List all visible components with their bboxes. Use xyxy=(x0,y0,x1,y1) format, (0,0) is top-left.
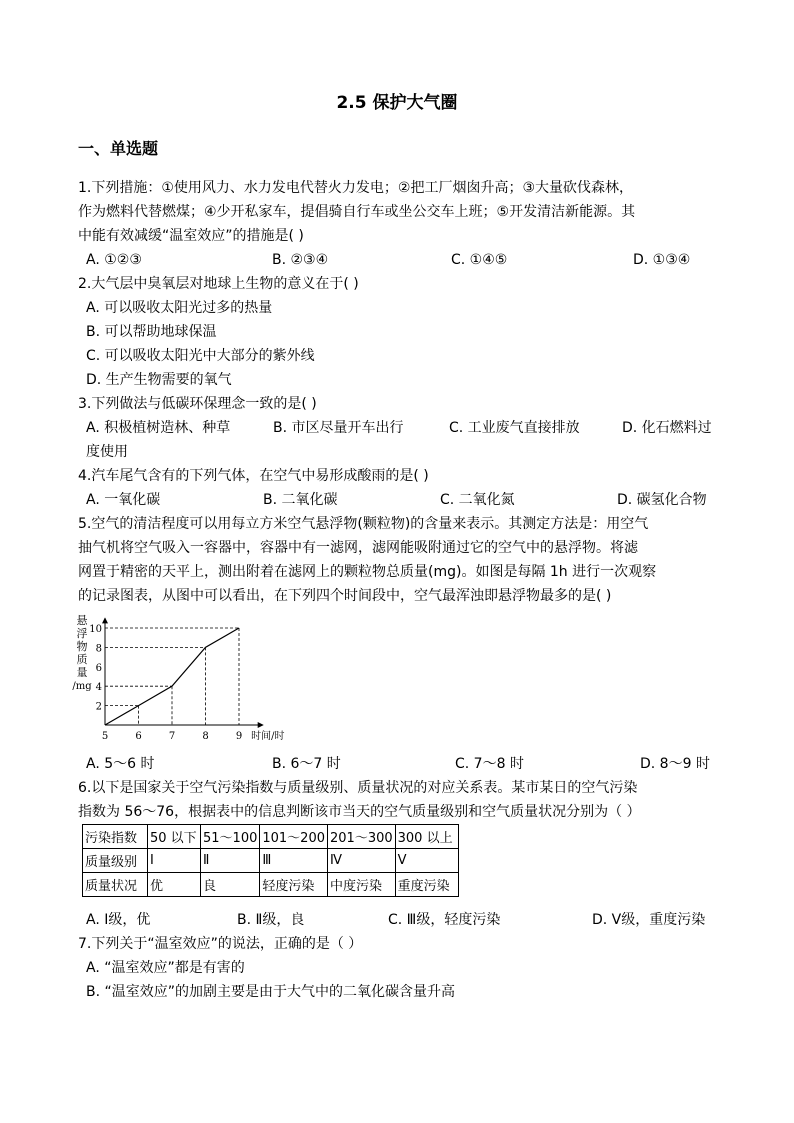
q5-option-a[interactable]: A. 5～6 时 xyxy=(86,756,155,772)
y-tick-label: 4 xyxy=(95,682,102,694)
y-tick-label: 6 xyxy=(95,662,102,674)
q2-option-b[interactable]: B. 可以帮助地球保温 xyxy=(86,324,217,340)
q6-option-d[interactable]: D. Ⅴ级，重度污染 xyxy=(592,912,706,928)
table-cell: Ⅳ xyxy=(328,849,396,873)
q2-option-d[interactable]: D. 生产生物需要的氧气 xyxy=(86,372,232,388)
y-tick-label: 2 xyxy=(95,701,102,713)
series-line xyxy=(105,628,239,725)
x-axis-label: 时间/时 xyxy=(251,731,285,742)
q1-line-1: 1.下列措施：①使用风力、水力发电代替火力发电；②把工厂烟囱升高；③大量砍伐森林， xyxy=(78,180,634,196)
q6-line-1: 6.以下是国家关于空气污染指数与质量级别、质量状况的对应关系表。某市某日的空气污染 xyxy=(78,780,638,796)
table-cell: Ⅲ xyxy=(260,849,328,873)
q5-line-1: 5.空气的清洁程度可以用每立方米空气悬浮物(颗粒物)的含量来表示。其测定方法是：用空气 xyxy=(78,516,649,532)
q1-line-3: 中能有效减缓“温室效应”的措施是( ) xyxy=(78,228,304,244)
q4-stem: 4.汽车尾气含有的下列气体，在空气中易形成酸雨的是( ) xyxy=(78,468,429,484)
air-quality-table xyxy=(82,824,459,897)
section-heading: 一、单选题 xyxy=(78,139,159,158)
y-label-char: 浮 xyxy=(76,627,88,640)
q3-option-a[interactable]: A. 积极植树造林、种草 xyxy=(86,420,231,436)
q5-option-d[interactable]: D. 8～9 时 xyxy=(640,756,710,772)
table-row xyxy=(83,825,459,849)
table-row xyxy=(83,873,459,897)
table-cell: 中度污染 xyxy=(328,873,396,897)
table-cell: 重度污染 xyxy=(395,873,458,897)
x-tick-label: 8 xyxy=(202,731,209,742)
x-tick-label: 9 xyxy=(235,731,243,742)
q7-stem: 7.下列关于“温室效应”的说法，正确的是（ ） xyxy=(78,936,363,952)
x-tick-label: 7 xyxy=(168,731,176,742)
chart-ticks xyxy=(89,624,284,742)
y-label-char: 量 xyxy=(76,666,88,679)
q5-option-c[interactable]: C. 7～8 时 xyxy=(455,756,524,772)
table-cell: 优 xyxy=(148,873,201,897)
table-cell: Ⅱ xyxy=(201,849,260,873)
q6-option-c[interactable]: C. Ⅲ级，轻度污染 xyxy=(388,912,501,928)
q5-line-2: 抽气机将空气吸入一容器中，容器中有一滤网，滤网能吸附通过它的空气中的悬浮物。将滤 xyxy=(78,540,638,556)
q4-option-d[interactable]: D. 碳氢化合物 xyxy=(617,492,707,508)
q2-stem: 2.大气层中臭氧层对地球上生物的意义在于( ) xyxy=(78,276,359,292)
q5-chart xyxy=(70,612,310,744)
table-cell: 300 以上 xyxy=(395,825,458,849)
q1-option-a[interactable]: A. ①②③ xyxy=(86,252,142,268)
q1-line-2: 作为燃料代替燃煤；④少开私家车，提倡骑自行车或坐公交车上班；⑤开发清洁新能源。其 xyxy=(78,204,636,220)
q2-option-c[interactable]: C. 可以吸收太阳光中大部分的紫外线 xyxy=(86,348,315,364)
q6-line-2: 指数为 56～76，根据表中的信息判断该市当天的空气质量级别和空气质量状况分别为（ ） xyxy=(78,804,641,820)
y-label-char: 质 xyxy=(76,653,88,666)
q6-option-a[interactable]: A. Ⅰ级，优 xyxy=(86,912,151,928)
q7-option-b[interactable]: B. “温室效应”的加剧主要是由于大气中的二氧化碳含量升高 xyxy=(86,984,456,1000)
y-label-char: 悬 xyxy=(76,614,88,627)
chart-guide-lines xyxy=(105,628,239,725)
q3-option-c[interactable]: C. 工业废气直接排放 xyxy=(449,420,580,436)
q1-option-b[interactable]: B. ②③④ xyxy=(272,252,329,268)
table-cell: 良 xyxy=(201,873,260,897)
q5-option-b[interactable]: B. 6～7 时 xyxy=(272,756,341,772)
chart-series xyxy=(105,628,239,725)
y-tick-label: 10 xyxy=(89,624,102,635)
q5-line-4: 的记录图表，从图中可以看出，在下列四个时间段中，空气最浑浊即悬浮物最多的是( ) xyxy=(78,588,612,604)
table-cell: 201～300 xyxy=(328,825,396,849)
table-cell: 质量状况 xyxy=(83,873,148,897)
table-cell: 50 以下 xyxy=(148,825,201,849)
q6-option-b[interactable]: B. Ⅱ级，良 xyxy=(237,912,305,928)
table-cell: 51～100 xyxy=(201,825,260,849)
q7-option-a[interactable]: A. “温室效应”都是有害的 xyxy=(86,960,245,976)
y-label-char: 物 xyxy=(76,640,88,653)
q3-stem: 3.下列做法与低碳环保理念一致的是( ) xyxy=(78,396,317,412)
q5-line-3: 网置于精密的天平上，测出附着在滤网上的颗粒物总质量(mg)。如图是每隔 1h 进行一次观察 xyxy=(78,564,657,580)
q4-option-c[interactable]: C. 二氧化氮 xyxy=(440,492,515,508)
q2-option-a[interactable]: A. 可以吸收太阳光过多的热量 xyxy=(86,300,273,316)
table-cell: 污染指数 xyxy=(83,825,148,849)
q1-option-c[interactable]: C. ①④⑤ xyxy=(451,252,508,268)
table-cell: Ⅰ xyxy=(148,849,201,873)
table-cell: 101～200 xyxy=(260,825,328,849)
table-cell: Ⅴ xyxy=(395,849,458,873)
page-title: 2.5 保护大气圈 xyxy=(336,93,458,113)
q4-option-a[interactable]: A. 一氧化碳 xyxy=(86,492,161,508)
q3-option-d-continued: 度使用 xyxy=(86,444,128,460)
table-cell: 轻度污染 xyxy=(260,873,328,897)
x-tick-label: 5 xyxy=(101,731,109,742)
y-tick-label: 8 xyxy=(95,643,102,655)
y-label-unit: /mg xyxy=(72,681,92,692)
q4-option-b[interactable]: B. 二氧化碳 xyxy=(263,492,338,508)
q3-option-d[interactable]: D. 化石燃料过 xyxy=(622,420,712,436)
q3-option-b[interactable]: B. 市区尽量开车出行 xyxy=(273,420,404,436)
x-tick-label: 6 xyxy=(135,731,142,742)
table-row xyxy=(83,849,459,873)
q1-option-d[interactable]: D. ①③④ xyxy=(633,252,691,268)
table-cell: 质量级别 xyxy=(83,849,148,873)
